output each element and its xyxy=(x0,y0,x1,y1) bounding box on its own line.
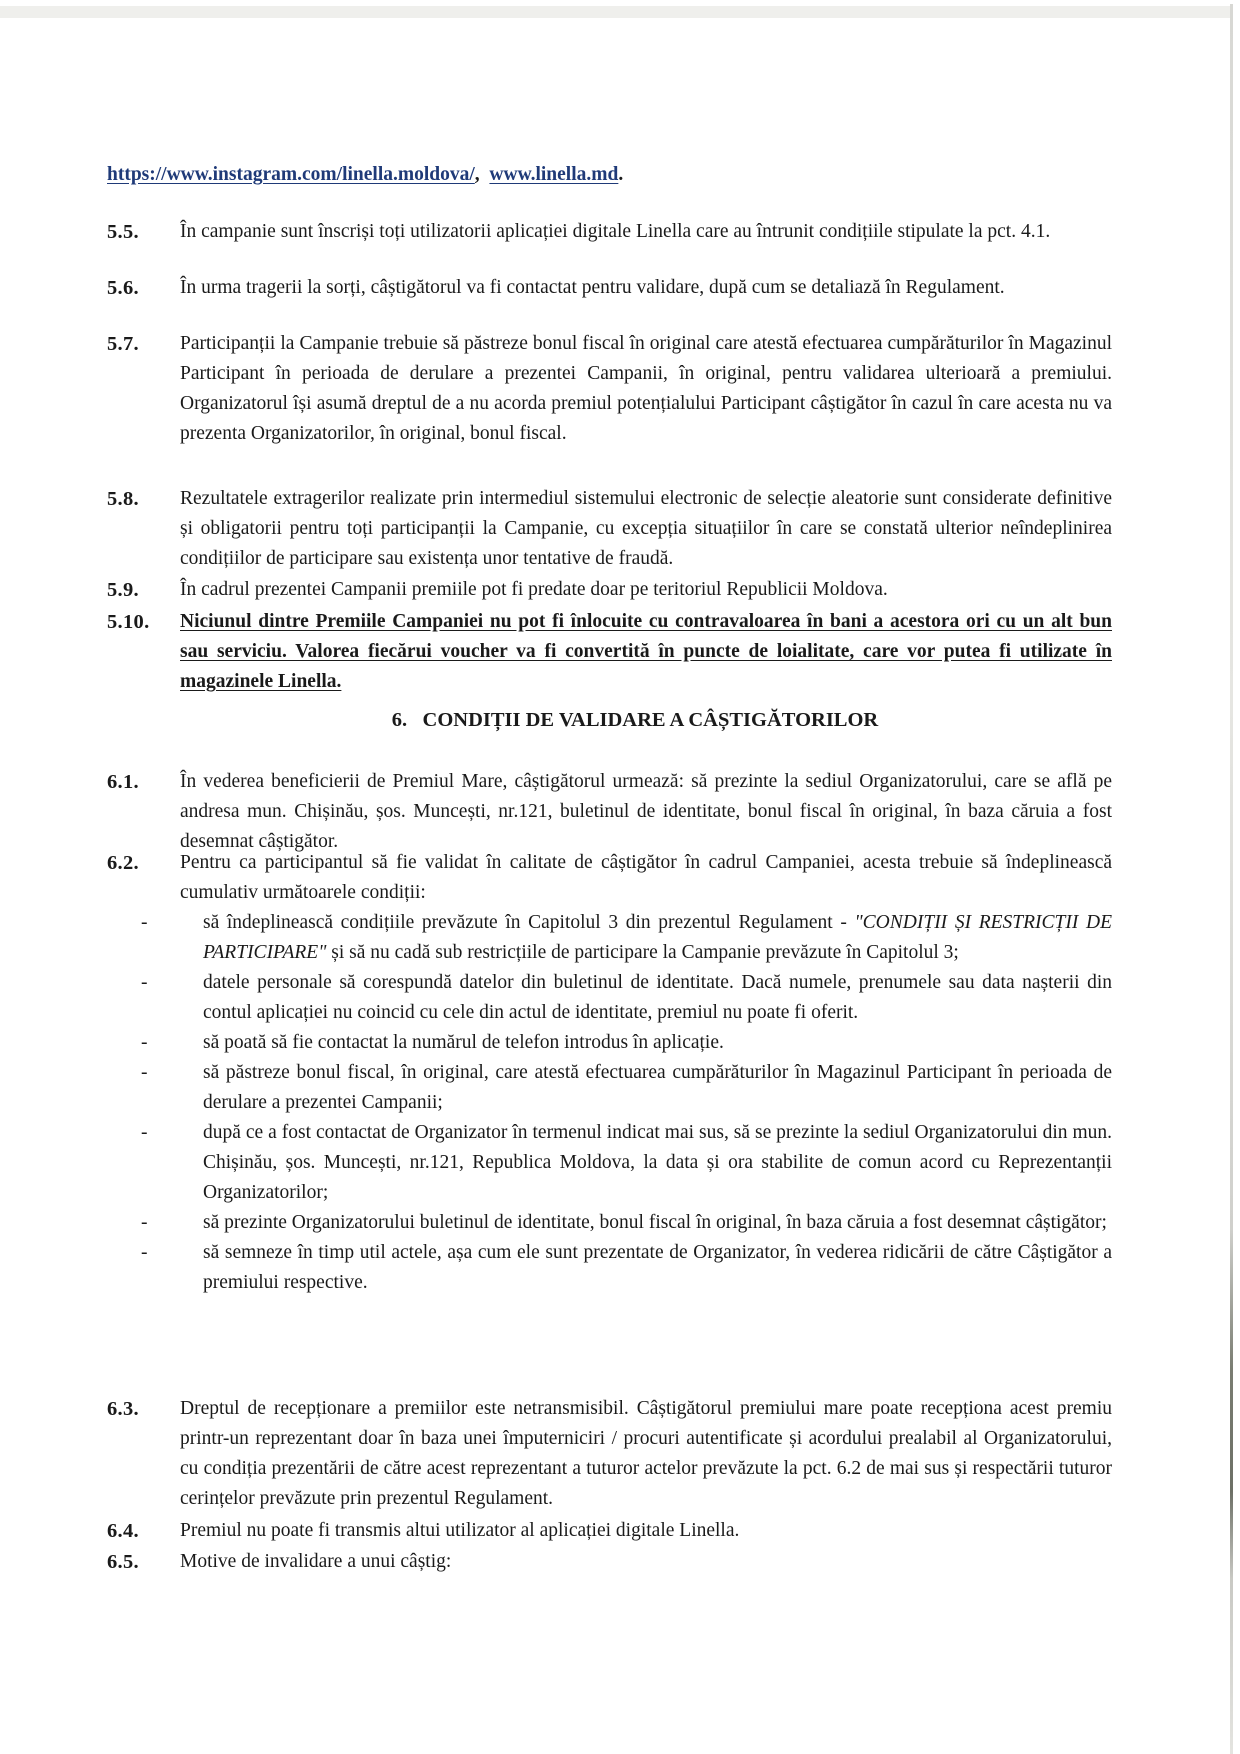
dash-bullet: - xyxy=(141,1062,148,1083)
website-link[interactable]: www.linella.md xyxy=(489,164,619,185)
list-item xyxy=(141,1208,1112,1238)
links-line xyxy=(107,164,623,186)
list-item-text: să păstreze bonul fiscal, în original, care atestă efectuarea cumpărăturilor în Magazinul Participant în perioada de derulare a prezentei Campanii; xyxy=(203,1062,1112,1113)
dash-bullet: - xyxy=(141,1032,148,1053)
list-item-text: să prezinte Organizatorului buletinul de identitate, bonul fiscal în original, în baza căruia a fost desemnat câștigător; xyxy=(203,1212,1107,1233)
list-item-text-cont: și să nu cadă sub restricțiile de participare la Campanie prevăzute în Capitolul 3; xyxy=(326,942,959,963)
list-item xyxy=(141,1058,1112,1118)
list-item-text: după ce a fost contactat de Organizator în termenul indicat mai sus, să se prezinte la sediul Organizatorului din mun. Chișinău, șos. Muncești, nr.121, Republica Moldova, la data și ora stabilite de comun acord cu Reprezentanții Organizatorilor; xyxy=(203,1122,1112,1203)
clause-6-2 xyxy=(107,848,1112,1298)
chapter-title-italic: "CONDIȚII ȘI RESTRICȚII DE PARTICIPARE" xyxy=(203,912,1112,963)
clause-6-4 xyxy=(107,1516,1112,1546)
dash-bullet: - xyxy=(141,912,148,933)
clause-number: 5.9. xyxy=(107,579,139,601)
clause-text: Pentru ca participantul să fie validat în calitate de câștigător în cadrul Campaniei, acesta trebuie să îndeplinească cumulativ următoarele condiții: xyxy=(180,852,1112,903)
clause-text: În cadrul prezentei Campanii premiile pot fi predate doar pe teritoriul Republicii Moldova. xyxy=(180,579,888,600)
dash-bullet: - xyxy=(141,1212,148,1233)
clause-6-5 xyxy=(107,1547,1112,1577)
clause-5-10 xyxy=(107,607,1112,697)
clause-text-emphasized: Niciunul dintre Premiile Campaniei nu pot fi înlocuite cu contravaloarea în bani a acestora ori cu un alt bun sau serviciu. Valorea fiecărui voucher va fi convertită în puncte de loialitate, care vor putea fi utilizate în magazinele Linella. xyxy=(180,611,1112,692)
list-item xyxy=(141,1238,1112,1298)
scan-top-border xyxy=(0,6,1232,18)
list-item xyxy=(141,1028,1112,1058)
clause-text: Rezultatele extragerilor realizate prin intermediul sistemului electronic de selecție aleatorie sunt considerate definitive și obligatorii pentru toți participanții la Campanie, cu excepția situațiilor în care se constată ulterior neîndeplinirea condițiilor de participare sau existența unor tentative de fraudă. xyxy=(180,488,1112,569)
conditions-list xyxy=(141,908,1112,1298)
dash-bullet: - xyxy=(141,1122,148,1143)
clause-number: 6.5. xyxy=(107,1551,139,1573)
clause-text: În urma tragerii la sorți, câștigătorul va fi contactat pentru validare, după cum se detaliază în Regulament. xyxy=(180,277,1005,298)
clause-text: Premiul nu poate fi transmis altui utilizator al aplicației digitale Linella. xyxy=(180,1520,740,1541)
clause-number: 5.7. xyxy=(107,333,139,355)
clause-number: 6.3. xyxy=(107,1398,139,1420)
clause-number: 5.6. xyxy=(107,277,139,299)
clause-5-9 xyxy=(107,575,1112,605)
list-item-text: să semneze în timp util actele, așa cum ele sunt prezentate de Organizator, în vederea ridicării de către Câștigător a premiului respective. xyxy=(203,1242,1112,1293)
clause-5-5 xyxy=(107,217,1112,247)
clause-5-6 xyxy=(107,273,1112,303)
clause-5-7 xyxy=(107,329,1112,449)
dash-bullet: - xyxy=(141,972,148,993)
clause-number: 6.4. xyxy=(107,1520,139,1542)
clause-number: 5.8. xyxy=(107,488,139,510)
clause-number: 5.10. xyxy=(107,611,150,633)
clause-text: Participanții la Campanie trebuie să păstreze bonul fiscal în original care atestă efectuarea cumpărăturilor în Magazinul Participant în perioada de derulare a prezentei Campanii, în original, pentru validarea ulterioară a premiului. Organizatorul își asumă dreptul de a nu acorda premiul potențialului Participant câștigător în cazul în care acesta nu va prezenta Organizatorilor, în original, bonul fiscal. xyxy=(180,333,1112,444)
list-item xyxy=(141,968,1112,1028)
clause-text: În campanie sunt înscriși toți utilizatorii aplicației digitale Linella care au întrunit condițiile stipulate la pct. 4.1. xyxy=(180,221,1051,242)
list-item-text: să poată să fie contactat la numărul de telefon introdus în aplicație. xyxy=(203,1032,724,1053)
clause-text: Dreptul de recepționare a premiilor este netransmisibil. Câștigătorul premiului mare poate recepționa acest premiu printr-un reprezentant doar în baza unei împuterniciri / procuri autentificate și acordului prealabil al Organizatorului, cu condiția prezentării de către acest reprezentant a tuturor actelor prevăzute la pct. 6.2 de mai sus și respectării tuturor cerințelor prevăzute prin prezentul Regulament. xyxy=(180,1398,1112,1509)
clause-number: 6.1. xyxy=(107,771,139,793)
clause-5-8 xyxy=(107,484,1112,574)
dash-bullet: - xyxy=(141,1242,148,1263)
section-6-heading: 6. CONDIȚII DE VALIDARE A CÂȘTIGĂTORILOR xyxy=(391,709,879,731)
clause-number: 5.5. xyxy=(107,221,139,243)
list-item-text: datele personale să corespundă datelor din buletinul de identitate. Dacă numele, prenumele sau data nașterii din contul aplicației nu coincid cu cele din actul de identitate, premiul nu poate fi oferit. xyxy=(203,972,1112,1023)
links-separator: , xyxy=(474,164,480,185)
clause-6-3 xyxy=(107,1394,1112,1514)
clause-number: 6.2. xyxy=(107,852,139,874)
clause-6-1 xyxy=(107,767,1112,857)
list-item xyxy=(141,908,1112,968)
list-item xyxy=(141,1118,1112,1208)
clause-text: Motive de invalidare a unui câștig: xyxy=(180,1551,452,1572)
scan-page-edge xyxy=(1230,4,1233,1754)
clause-text: În vederea beneficierii de Premiul Mare, câștigătorul urmează: să prezinte la sediul Organizatorului, care se află pe andresa mun. Chișinău, șos. Muncești, nr.121, buletinul de identitate, bonul fiscal în original, în baza căruia a fost desemnat câștigător. xyxy=(180,771,1112,852)
links-end: . xyxy=(618,164,624,185)
list-item-text: să îndeplinească condițiile prevăzute în Capitolul 3 din prezentul Regulament - xyxy=(203,912,855,933)
instagram-link[interactable]: https://www.instagram.com/linella.moldova/ xyxy=(107,164,475,185)
